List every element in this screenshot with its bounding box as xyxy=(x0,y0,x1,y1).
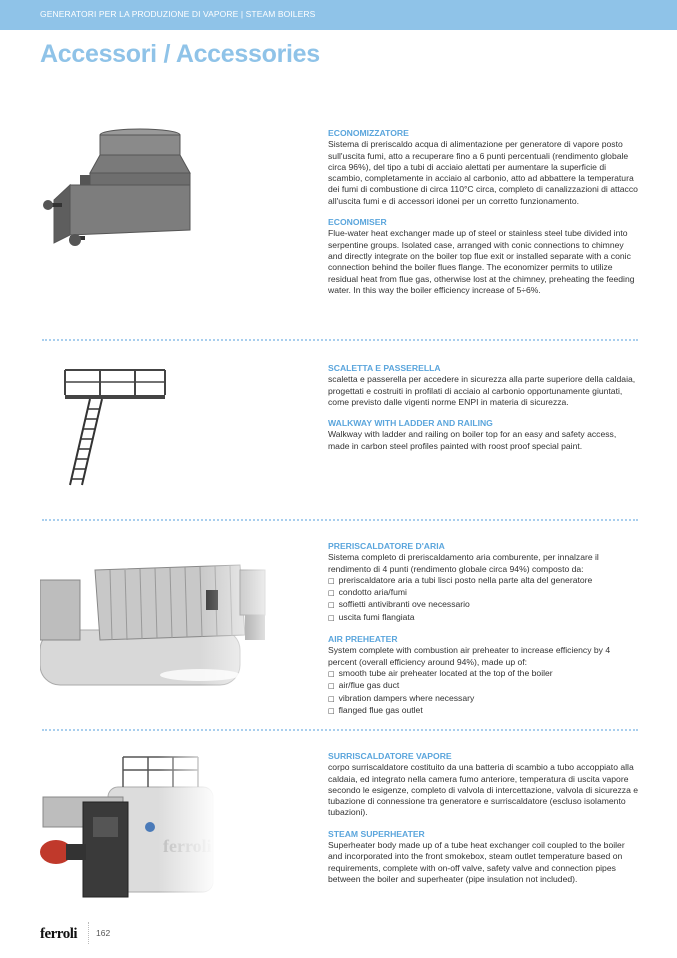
list-item: □ condotto aria/fumi xyxy=(328,587,640,599)
en-component-list xyxy=(328,668,640,717)
header-band-text: GENERATORI PER LA PRODUZIONE DI VAPORE | STEAM BOILERS xyxy=(40,9,316,19)
list-item: □ uscita fumi flangiata xyxy=(328,612,640,624)
list-item: □ preriscaldatore aria a tubi lisci posto nella parte alta del generatore xyxy=(328,575,640,587)
section-text-en: Flue-water heat exchanger made up of steel or stainless steel tube divided into serpentine groups. Isolated case, arranged with conic connections to chimney and directly integrate on the boiler top flue exit or installed separate with a conic connection behind the boiler flues flange. The economizer permits to utilize residual heat from flue gas, otherwise lost at the chimney, preheating the feeding water. In this way the boiler efficiency increase of 5÷6%. xyxy=(328,228,635,295)
section-text-en: Walkway with ladder and railing on boiler top for an easy and safety access, made in carbon steel profiles painted with roost proof special paint. xyxy=(328,429,617,451)
section-title-it: ECONOMIZZATORE xyxy=(328,128,409,138)
list-item: □ flanged flue gas outlet xyxy=(328,705,640,717)
economizer-section xyxy=(328,128,640,296)
ferroli-logo: ferroli xyxy=(40,926,78,942)
list-item: □ air/flue gas duct xyxy=(328,680,640,692)
footer-divider xyxy=(88,922,89,944)
section-title-it: SURRISCALDATORE VAPORE xyxy=(328,751,452,761)
section-text-en: System complete with combustion air preheater to increase efficiency by 4 percent (overall efficiency around 94%), made up of: xyxy=(328,645,611,667)
steam-superheater-section xyxy=(328,751,640,885)
section-divider xyxy=(42,339,638,341)
section-text-it: Sistema di preriscaldo acqua di alimentazione per generatore di vapore posto sull'uscita fumi, atto a recuperare fino a 6 punti percentuali (rendimento globale circa 96%), del tipo a tubi di acciaio alettati per aumentare la superficie di scambio, completamente in acciaio al carbonio, atto ad abbattere la temperatura dei fumi di combustione di circa 110°C circa, completo di canalizzazioni di attacco all'uscita fumi e di accessori idonei per un corretto funzionamento. xyxy=(328,139,638,206)
section-title-en: WALKWAY WITH LADDER AND RAILING xyxy=(328,418,493,429)
air-preheater-image xyxy=(40,540,280,690)
list-item: □ soffietti antivibranti ove necessario xyxy=(328,599,640,611)
list-item: □ vibration dampers where necessary xyxy=(328,693,640,705)
section-text-en: Superheater body made up of a tube heat exchanger coil coupled to the boiler and incorporated into the front smokebox, steam outlet temperature based on requirements, complete with on-off valve, safety valve and connection pipes between the boiler and superheater (pipe insulation not included). xyxy=(328,840,625,884)
section-divider xyxy=(42,729,638,731)
section-title-en: ECONOMISER xyxy=(328,217,387,228)
page-title: Accessori / Accessories xyxy=(40,40,320,68)
walkway-ladder-image xyxy=(60,365,170,490)
section-title-it: SCALETTA E PASSERELLA xyxy=(328,363,441,373)
list-item: □ smooth tube air preheater located at the top of the boiler xyxy=(328,668,640,680)
it-component-list xyxy=(328,575,640,624)
section-title-en: STEAM SUPERHEATER xyxy=(328,828,425,839)
section-divider xyxy=(42,519,638,521)
walkway-section xyxy=(328,363,640,452)
section-title-en: AIR PREHEATER xyxy=(328,634,398,645)
header-band xyxy=(0,0,677,30)
page-number: 162 xyxy=(96,928,111,938)
section-title-it: PRERISCALDATORE D'ARIA xyxy=(328,541,445,551)
section-text-it: corpo surriscaldatore costituito da una batteria di scambio a tubo accoppiato alla caldaia, ed integrato nella camera fumo anteriore, temperatura di uscita vapore secondo le esigenze, completo di valvola di intercettazione, valvola di sicurezza e tubazione di connessione tra generatore e surriscaldatore (escluso isolamento tubazioni). xyxy=(328,762,639,818)
section-text-it: Sistema completo di preriscaldamento aria comburente, per innalzare il rendimento di 4 punti (rendimento globale circa 94%) composto da: xyxy=(328,552,599,574)
steam-superheater-image xyxy=(38,752,218,902)
section-text-it: scaletta e passerella per accedere in sicurezza alla parte superiore della caldaia, progettati e costruiti in profilati di acciaio al carbonio opportunamente giuntati, come previsto dalle vigenti norme ENPI in materia di sicurezza. xyxy=(328,374,636,407)
economizer-image xyxy=(40,125,200,250)
air-preheater-section xyxy=(328,541,640,717)
